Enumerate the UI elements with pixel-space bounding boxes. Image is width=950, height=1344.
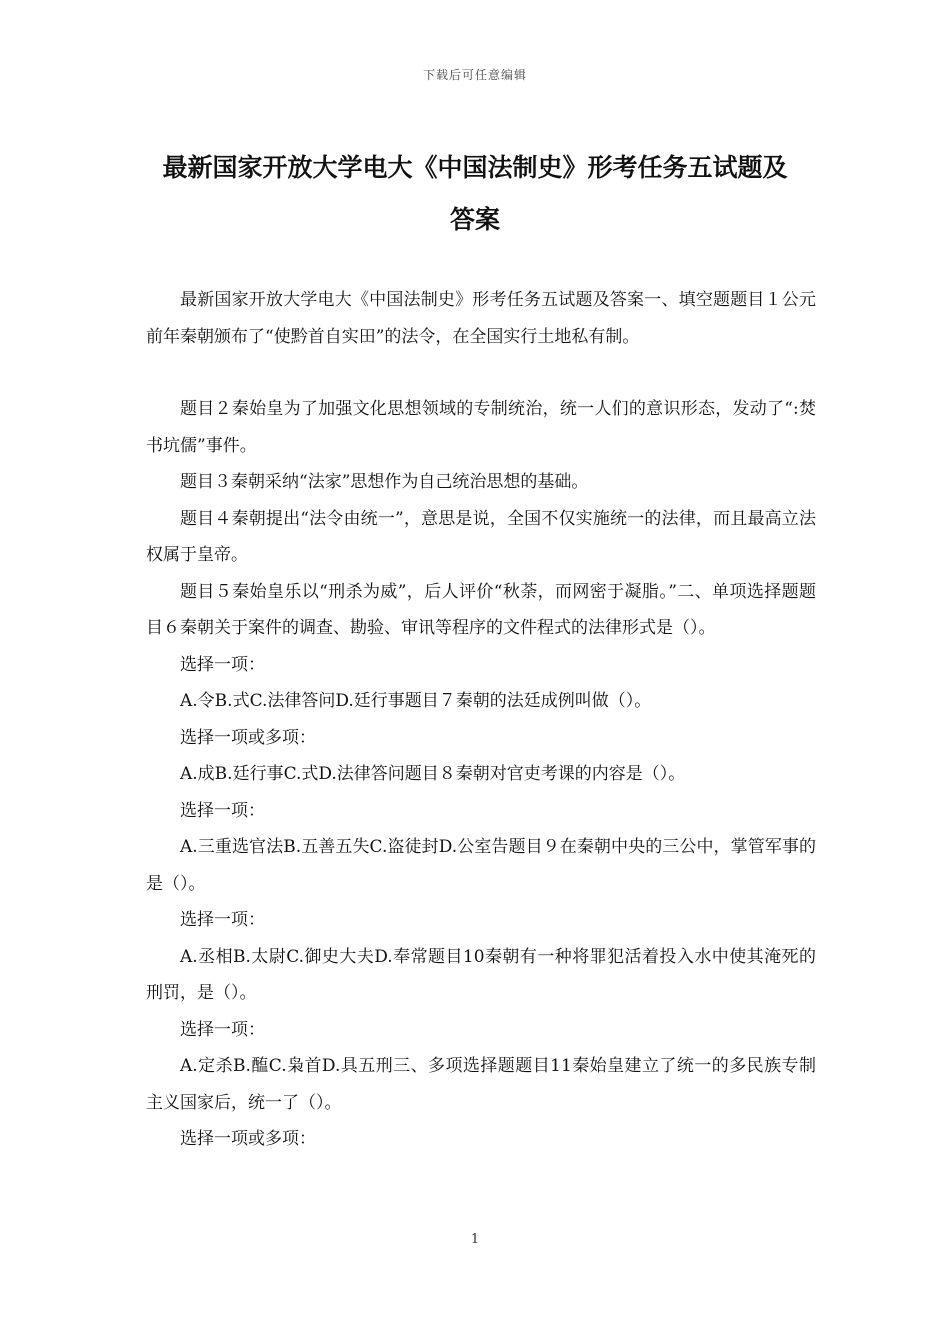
paragraph-question-5-6: 题目５秦始皇乐以“刑杀为威”，后人评价“秋荼，而网密于凝脂。”二、单项选择题题目６秦朝关于案件的调查、勘验、审讯等程序的文件程式的法律形式是（）。 <box>146 581 816 638</box>
document-title <box>120 142 830 246</box>
paragraph-options-9-question-10: A.丞相B.太尉C.御史大夫D.奉常题目10秦朝有一种将罪犯活着投入水中使其淹死的刑罚，是（）。 <box>146 946 816 1003</box>
paragraph-select-instruction: 选择一项： <box>180 654 265 675</box>
paragraph-question-3: 题目３秦朝采纳“法家”思想作为自己统治思想的基础。 <box>180 472 589 492</box>
paragraph-select-instruction: 选择一项： <box>180 800 265 821</box>
paragraph-select-instruction: 选择一项： <box>180 1019 265 1040</box>
paragraph-question-2: 题目２秦始皇为了加强文化思想领域的专制统治，统一人们的意识形态，发动了“:焚书坑儒”事件。 <box>146 399 816 456</box>
paragraph-select-instruction: 选择一项或多项： <box>180 1129 316 1149</box>
paragraph-options-8-question-9: A.三重选官法B.五善五失C.盗徒封D.公室告题目９在秦朝中央的三公中，掌管军事的是（）。 <box>146 837 816 894</box>
header-note: 下载后可任意编辑 <box>422 68 527 82</box>
paragraph-select-instruction: 选择一项或多项： <box>180 727 316 748</box>
paragraph-options-10-question-11: A.定杀B.醢C.枭首D.具五刑三、多项选择题题目11秦始皇建立了统一的多民族专制主义国家后，统一了（）。 <box>146 1056 816 1113</box>
paragraph-options-6-question-7: A.令B.式C.法律答问D.廷行事题目７秦朝的法廷成例叫做（）。 <box>180 691 652 711</box>
document-body <box>146 282 816 1158</box>
paragraph-select-instruction: 选择一项： <box>180 910 265 930</box>
paragraph-question-4: 题目４秦朝提出“法令由统一”，意思是说，全国不仅实施统一的法律，而且最高立法权属于皇帝。 <box>146 508 816 565</box>
document-title-line-2: 答案 <box>449 205 500 234</box>
page-number: 1 <box>470 1232 480 1247</box>
paragraph-intro: 最新国家开放大学电大《中国法制史》形考任务五试题及答案一、填空题题目１公元前年秦朝颁布了“使黔首自实田”的法令，在全国实行土地私有制。 <box>146 290 816 347</box>
paragraph-options-7-question-8: A.成B.廷行事C.式D.法律答问题目８秦朝对官吏考课的内容是（）。 <box>180 764 686 784</box>
document-title-line-1: 最新国家开放大学电大《中国法制史》形考任务五试题及 <box>162 153 788 182</box>
